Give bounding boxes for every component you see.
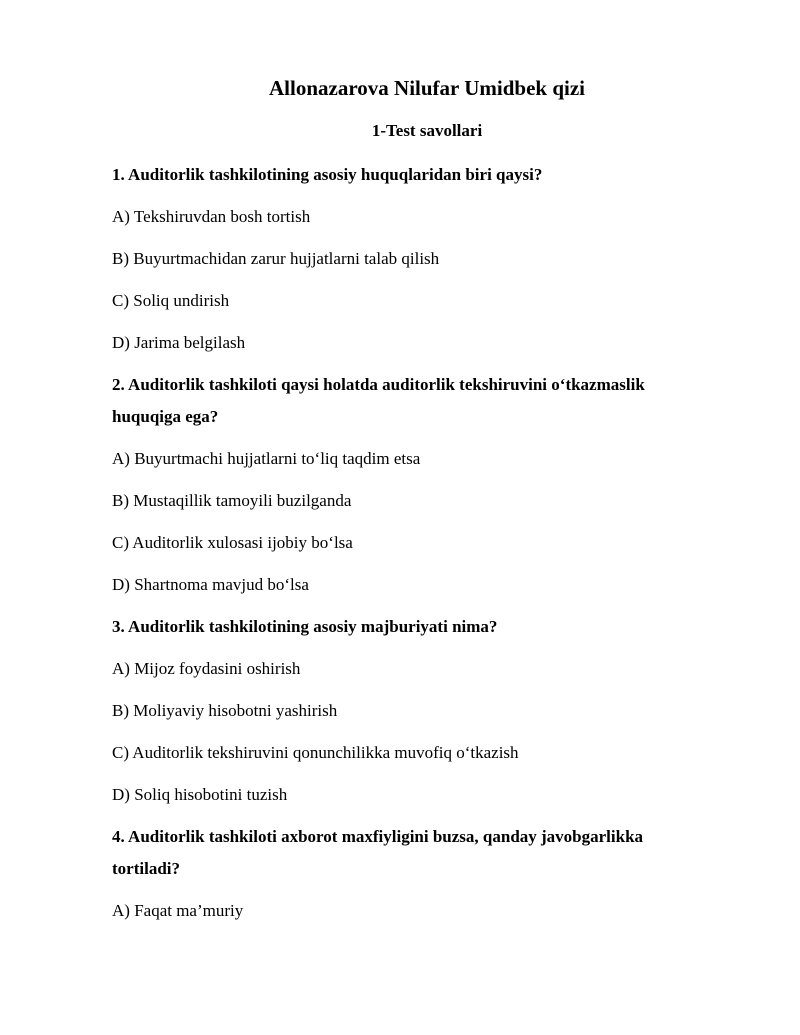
question-1-option-a: A) Tekshiruvdan bosh tortish — [112, 207, 311, 226]
question-3-option-a: A) Mijoz foydasini oshirish — [112, 659, 301, 678]
question-1-text: 1. Auditorlik tashkilotining asosiy huquqlaridan biri qaysi? — [112, 165, 543, 184]
question-1-option-d: D) Jarima belgilash — [112, 333, 246, 352]
question-2-text-line-1: 2. Auditorlik tashkiloti qaysi holatda auditorlik tekshiruvini o‘tkazmaslik — [112, 375, 645, 394]
question-1-option-c: C) Soliq undirish — [112, 291, 230, 310]
question-3-text: 3. Auditorlik tashkilotining asosiy majburiyati nima? — [112, 617, 498, 636]
question-2-option-d: D) Shartnoma mavjud bo‘lsa — [112, 575, 309, 594]
document-subtitle: 1-Test savollari — [371, 121, 483, 140]
question-4-text-line-1: 4. Auditorlik tashkiloti axborot maxfiyligini buzsa, qanday javobgarlikka — [112, 827, 644, 846]
question-1-option-b: B) Buyurtmachidan zarur hujjatlarni talab qilish — [112, 249, 440, 268]
question-4-option-a: A) Faqat ma’muriy — [112, 901, 244, 920]
question-3-option-d: D) Soliq hisobotini tuzish — [112, 785, 288, 804]
question-2-option-a: A) Buyurtmachi hujjatlarni to‘liq taqdim etsa — [112, 449, 421, 468]
question-3-option-b: B) Moliyaviy hisobotni yashirish — [112, 701, 338, 720]
author-name: Allonazarova Nilufar Umidbek qizi — [269, 76, 585, 100]
question-2-text-line-2: huquqiga ega? — [112, 407, 219, 426]
question-2-option-b: B) Mustaqillik tamoyili buzilganda — [112, 491, 352, 510]
question-2-option-c: C) Auditorlik xulosasi ijobiy bo‘lsa — [112, 533, 353, 552]
question-3-option-c: C) Auditorlik tekshiruvini qonunchilikka muvofiq o‘tkazish — [112, 743, 519, 762]
question-4-text-line-2: tortiladi? — [112, 859, 180, 878]
